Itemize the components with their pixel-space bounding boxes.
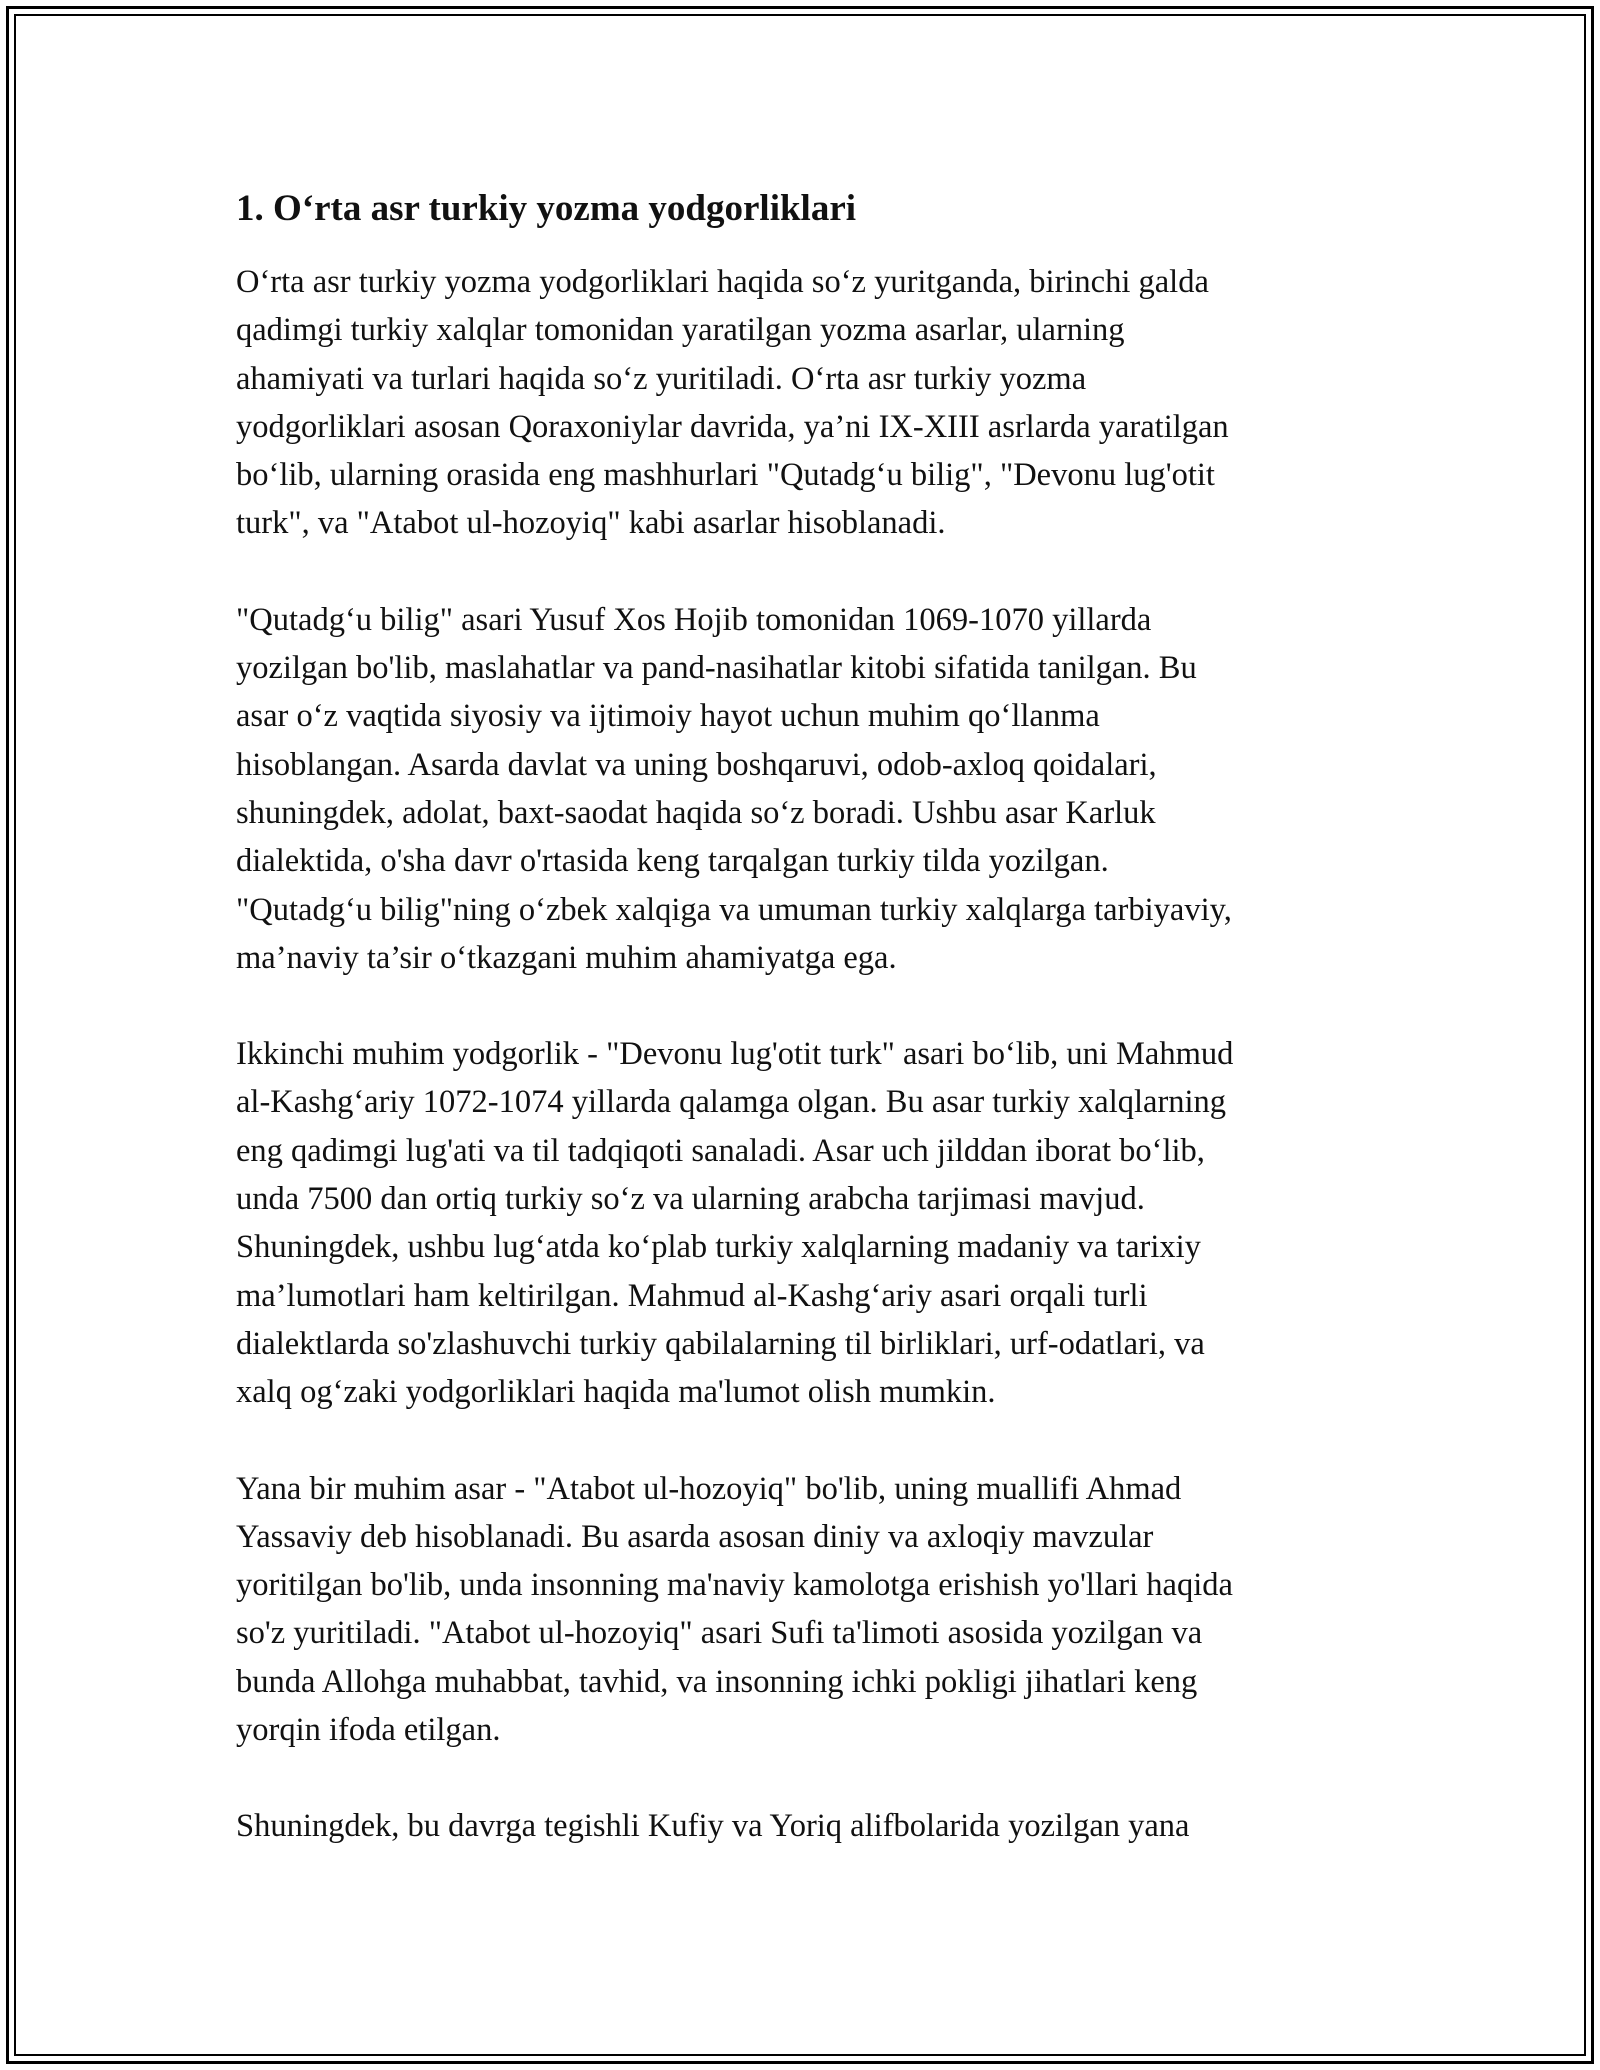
paragraph-line: ma’lumotlari ham keltirilgan. Mahmud al-Kashg‘ariy asari orqali turli (236, 1277, 1148, 1314)
body-paragraph (236, 1465, 1381, 1755)
paragraph-line: so'z yuritiladi. "Atabot ul-hozoyiq" asari Sufi ta'limoti asosida yozilgan va (236, 1615, 1203, 1652)
paragraph-line: yodgorliklari asosan Qoraxoniylar davrida, ya’ni IX-XIII asrlarda yaratilgan (236, 408, 1229, 445)
paragraph-line: yorqin ifoda etilgan. (236, 1712, 501, 1749)
section-heading: 1. O‘rta asr turkiy yozma yodgorliklari (236, 188, 857, 229)
paragraph-line: asar o‘z vaqtida siyosiy va ijtimoiy hayot uchun muhim qo‘llanma (236, 698, 1100, 735)
body-paragraph (236, 258, 1381, 548)
paragraph-line: Shuningdek, ushbu lug‘atda ko‘plab turkiy xalqlarning madaniy va tarixiy (236, 1229, 1201, 1266)
paragraph-line: O‘rta asr turkiy yozma yodgorliklari haqida so‘z yuritganda, birinchi galda (236, 264, 1209, 300)
paragraph-line: qadimgi turkiy xalqlar tomonidan yaratilgan yozma asarlar, ularning (236, 312, 1125, 349)
paragraph-line: yoritilgan bo'lib, unda insonning ma'naviy kamolotga erishish yo'llari haqida (236, 1567, 1233, 1604)
paragraph-line: ahamiyati va turlari haqida so‘z yuritiladi. O‘rta asr turkiy yozma (236, 360, 1087, 397)
paragraph-line: Ikkinchi muhim yodgorlik - "Devonu lug'otit turk" asari bo‘lib, uni Mahmud (236, 1036, 1234, 1073)
paragraph-line: bo‘lib, ularning orasida eng mashhurlari "Qutadg‘u bilig", "Devonu lug'otit (236, 457, 1215, 494)
paragraph-line: bunda Allohga muhabbat, tavhid, va insonning ichki pokligi jihatlari keng (236, 1663, 1198, 1700)
paragraph-line: turk", va "Atabot ul-hozoyiq" kabi asarlar hisoblanadi. (236, 505, 946, 542)
paragraph-line: dialektida, o'sha davr o'rtasida keng tarqalgan turkiy tilda yozilgan. (236, 843, 1109, 880)
paragraph-line: Yassaviy deb hisoblanadi. Bu asarda asosan diniy va axloqiy mavzular (236, 1518, 1154, 1555)
paragraph-line: dialektlarda so'zlashuvchi turkiy qabilalarning til birliklari, urf-odatlari, va (236, 1325, 1205, 1362)
paragraph-line: "Qutadg‘u bilig" asari Yusuf Xos Hojib tomonidan 1069-1070 yillarda (236, 601, 1152, 638)
paragraph-list (236, 258, 1381, 1851)
paragraph-line: hisoblangan. Asarda davlat va uning boshqaruvi, odob-axloq qoidalari, (236, 746, 1157, 783)
paragraph-line: yozilgan bo'lib, maslahatlar va pand-nasihatlar kitobi sifatida tanilgan. Bu (236, 650, 1197, 687)
paragraph-line: shuningdek, adolat, baxt-saodat haqida so‘z boradi. Ushbu asar Karluk (236, 794, 1156, 831)
paragraph-line: ma’naviy ta’sir o‘tkazgani muhim ahamiyatga ega. (236, 939, 897, 976)
paragraph-line: xalq og‘zaki yodgorliklari haqida ma'lumot olish mumkin. (236, 1374, 996, 1411)
paragraph-line: Shuningdek, bu davrga tegishli Kufiy va Yoriq alifbolarida yozilgan yana (236, 1808, 1190, 1845)
paragraph-line: unda 7500 dan ortiq turkiy so‘z va ularning arabcha tarjimasi mavjud. (236, 1181, 1145, 1218)
paragraph-line: Yana bir muhim asar - "Atabot ul-hozoyiq" bo'lib, uning muallifi Ahmad (236, 1470, 1182, 1507)
document-body (236, 186, 1381, 1899)
paragraph-line: "Qutadg‘u bilig"ning o‘zbek xalqiga va umuman turkiy xalqlarga tarbiyaviy, (236, 891, 1232, 928)
paragraph-line: eng qadimgi lug'ati va til tadqiqoti sanaladi. Asar uch jilddan iborat bo‘lib, (236, 1132, 1205, 1169)
body-paragraph (236, 1030, 1381, 1416)
body-paragraph (236, 1802, 1381, 1850)
body-paragraph (236, 596, 1381, 982)
paragraph-line: al-Kashg‘ariy 1072-1074 yillarda qalamga olgan. Bu asar turkiy xalqlarning (236, 1084, 1227, 1121)
